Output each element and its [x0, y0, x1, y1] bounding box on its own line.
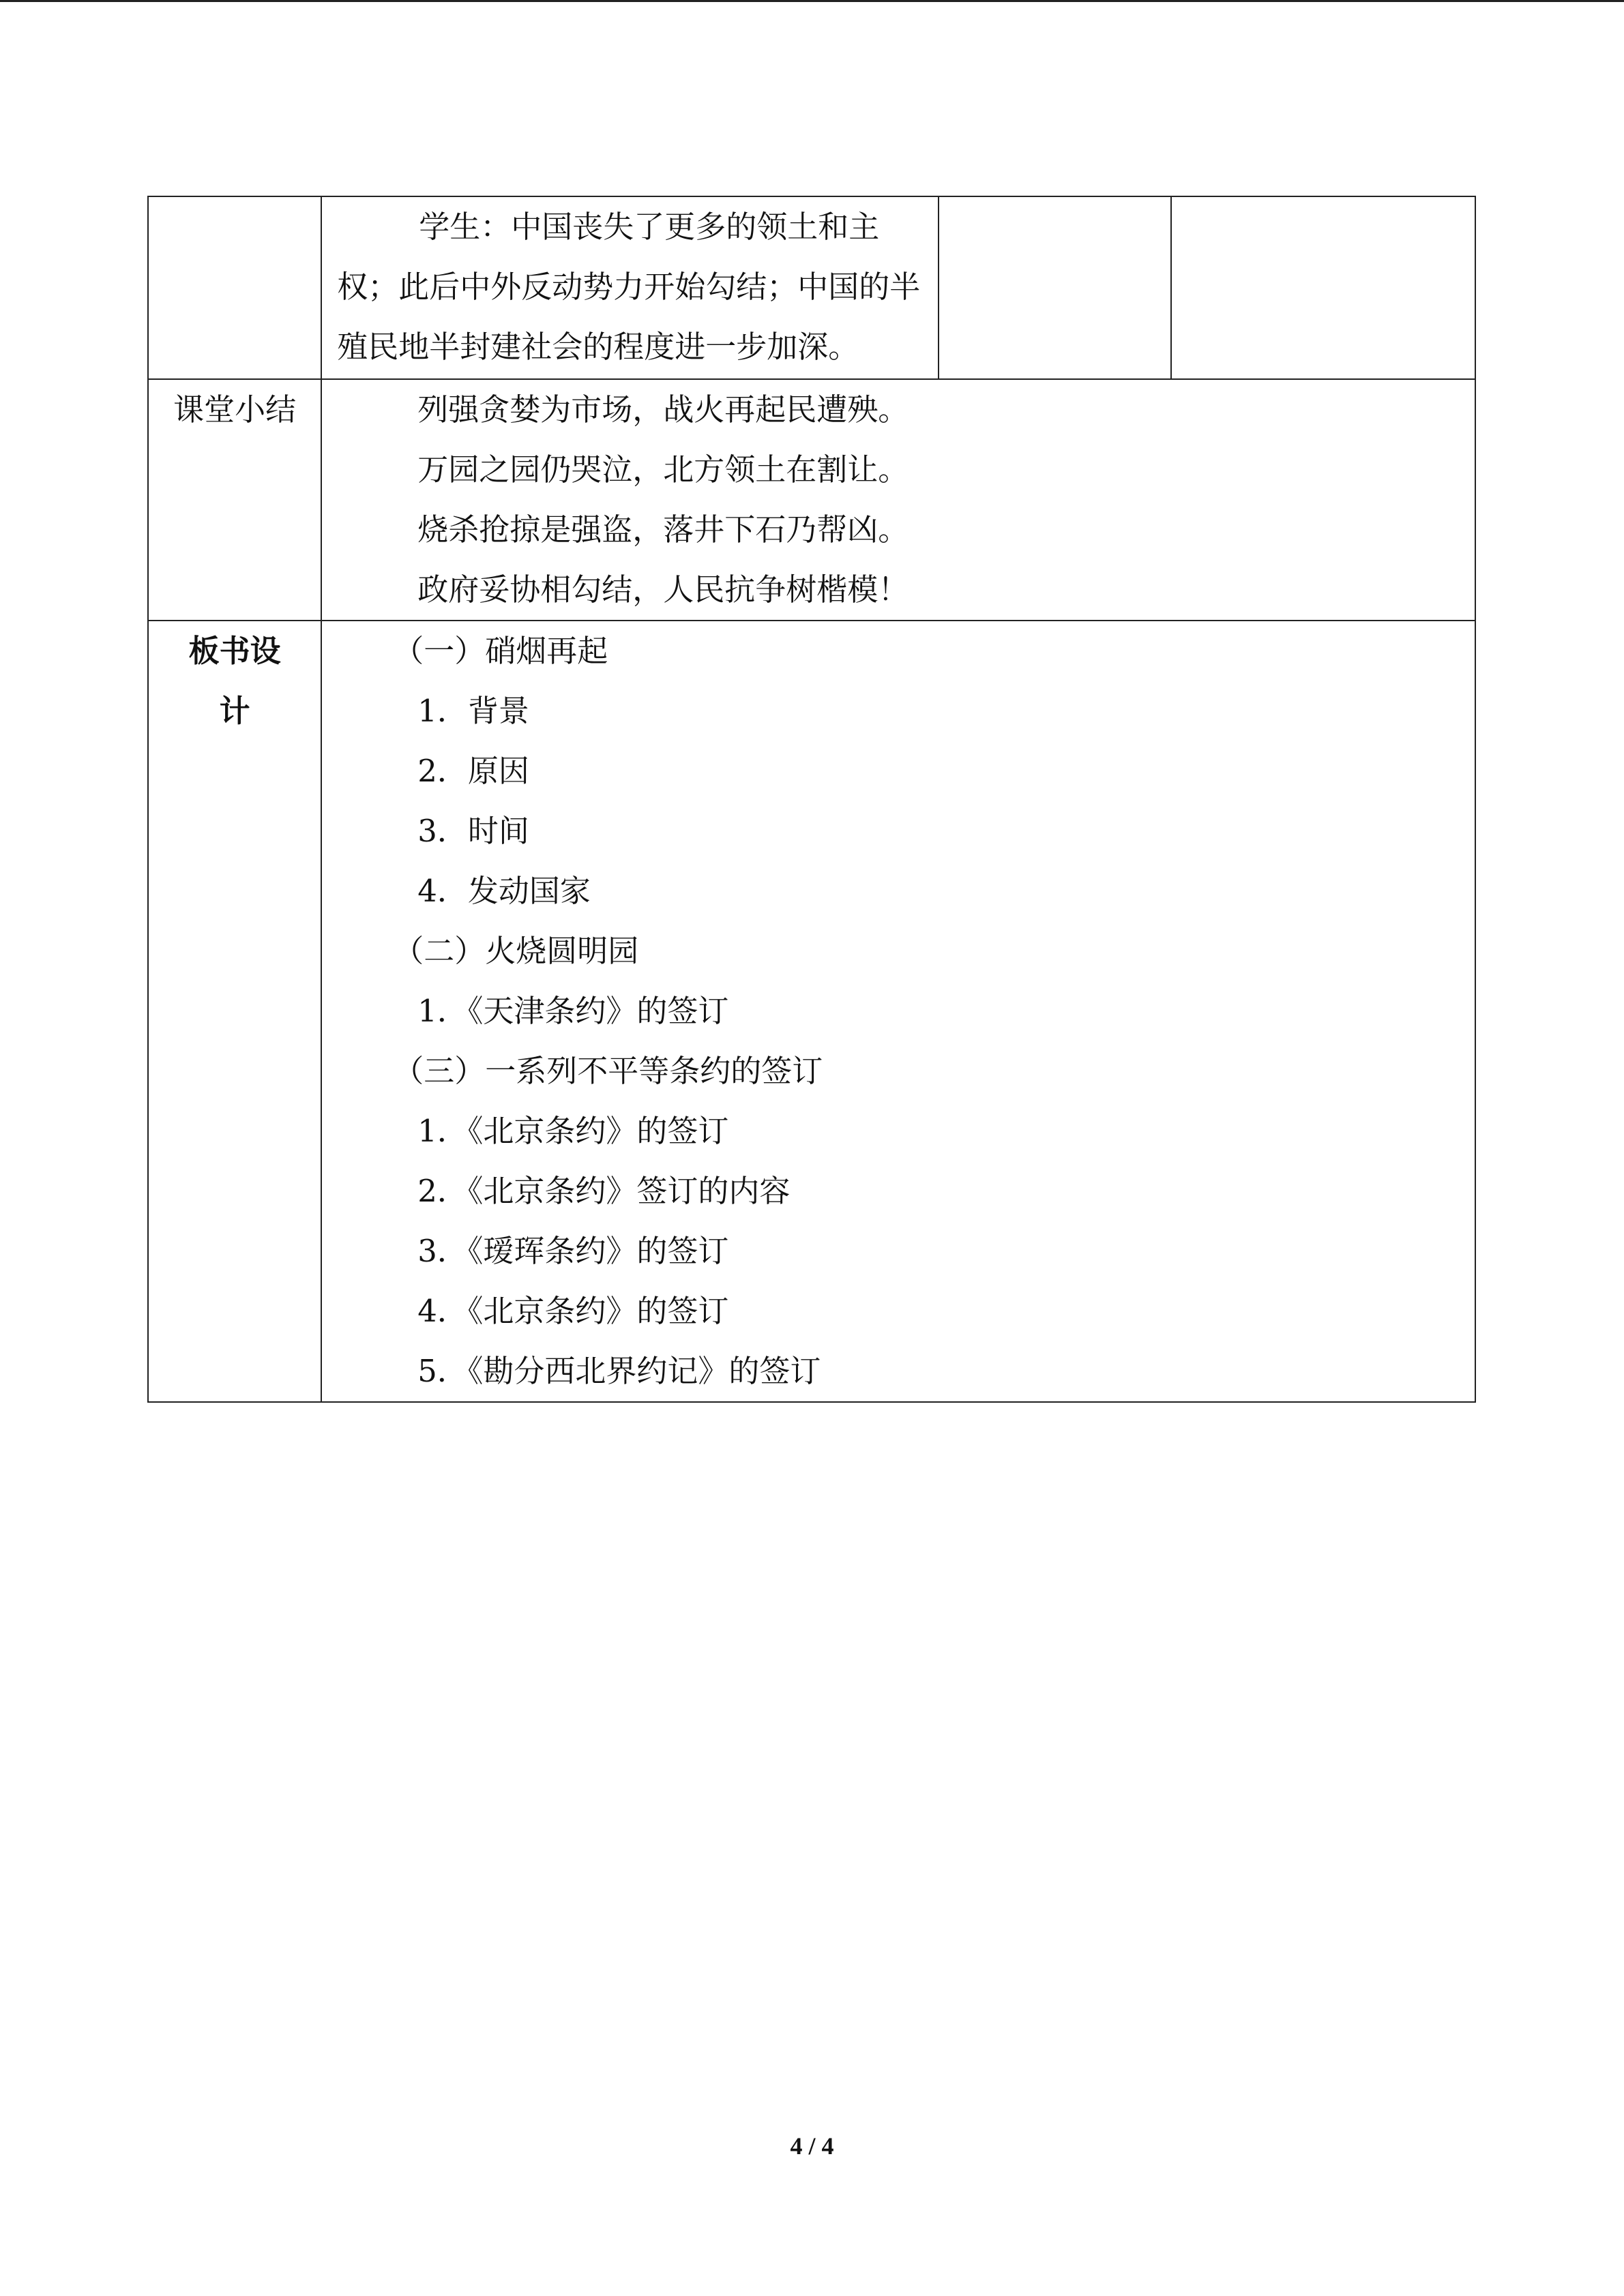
outline-item: 1．《天津条约》的签订 — [417, 993, 729, 1029]
outline-item: 2．原因 — [417, 753, 529, 789]
student-answer-paragraph: 学生：中国丧失了更多的领土和主权；此后中外反动势力开始勾结；中国的半殖民地半封建社会的程度进一步加深。 — [337, 209, 921, 365]
outline-item: 4．发动国家 — [417, 873, 591, 909]
table-row-student-answer — [148, 196, 1475, 379]
summary-content-cell — [321, 379, 1475, 621]
row1-empty-cell-a — [939, 196, 1170, 379]
summary-line: 烧杀抢掠是强盗，落井下石乃帮凶。 — [417, 511, 909, 548]
outline-heading: （二）火烧圆明园 — [393, 933, 639, 969]
outline-heading: （一）硝烟再起 — [393, 633, 608, 669]
row1-label-cell — [148, 196, 321, 379]
outline-item: 3．时间 — [417, 813, 529, 849]
summary-label: 课堂小结 — [173, 391, 297, 428]
top-border-line — [0, 0, 1624, 2]
board-design-label-cell — [148, 621, 321, 1402]
lesson-plan-table — [147, 196, 1476, 1403]
row1-content-cell — [321, 196, 939, 379]
summary-line: 政府妥协相勾结，人民抗争树楷模！ — [417, 571, 909, 608]
summary-line: 万园之园仍哭泣，北方领土在割让。 — [417, 451, 909, 488]
summary-line: 列强贪婪为市场，战火再起民遭殃。 — [417, 391, 909, 428]
outline-heading: （三）一系列不平等条约的签订 — [393, 1053, 823, 1089]
outline-item: 1．《北京条约》的签订 — [417, 1113, 729, 1149]
board-design-label-line2: 计 — [219, 693, 250, 729]
outline-item: 4．《北京条约》的签订 — [417, 1293, 729, 1329]
board-design-content-cell — [321, 621, 1475, 1402]
table-row-summary — [148, 379, 1475, 621]
summary-label-cell — [148, 379, 321, 621]
page-number: 4 / 4 — [790, 2132, 834, 2160]
outline-item: 1．背景 — [417, 693, 529, 729]
board-design-label-line1: 板书设 — [188, 633, 281, 669]
row1-empty-cell-b — [1171, 196, 1475, 379]
outline-item: 5．《勘分西北界约记》的签订 — [417, 1353, 821, 1389]
table-row-board-design — [148, 621, 1475, 1402]
outline-item: 3．《瑷珲条约》的签订 — [417, 1233, 729, 1269]
outline-item: 2．《北京条约》签订的内容 — [417, 1173, 791, 1209]
